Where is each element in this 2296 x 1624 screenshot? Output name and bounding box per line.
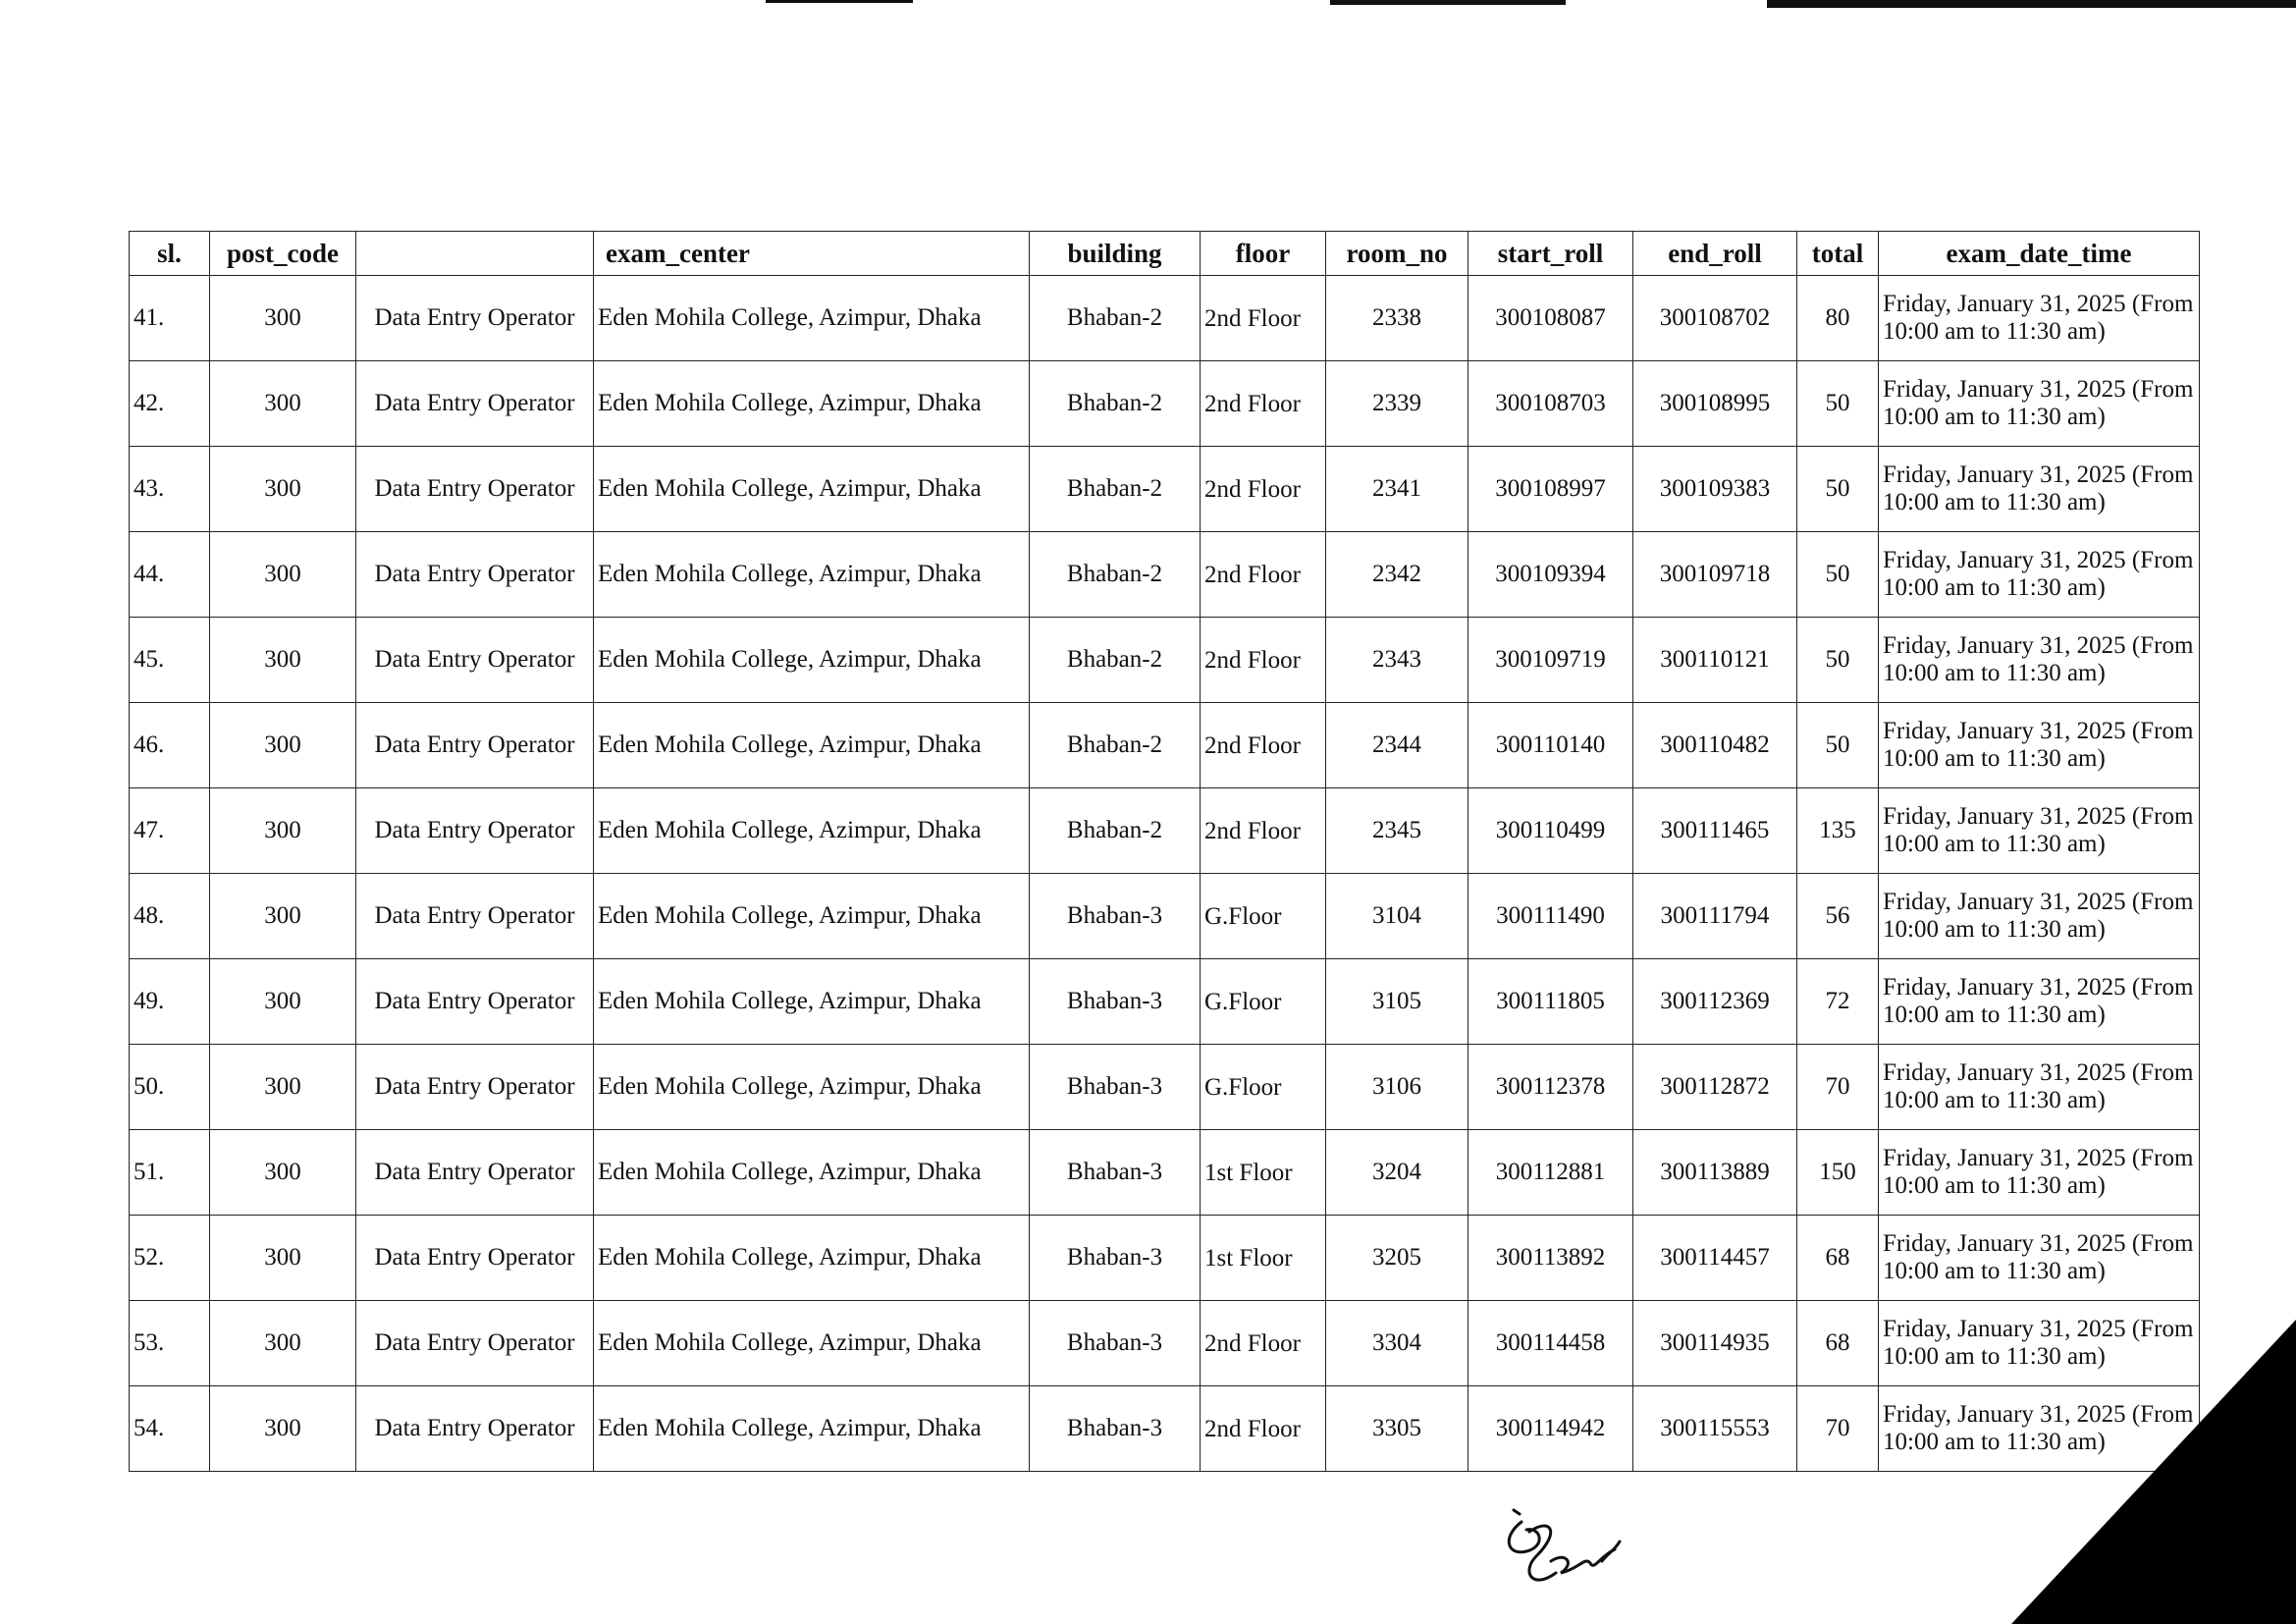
row-sl: 43. [130, 447, 210, 532]
row-total: 70 [1797, 1386, 1879, 1472]
row-sl: 53. [130, 1301, 210, 1386]
row-building: Bhaban-2 [1030, 703, 1201, 788]
row-room-no: 2343 [1326, 618, 1468, 703]
row-exam-date-time: Friday, January 31, 2025 (From 10:00 am to 11:30 am) [1879, 276, 2200, 361]
row-sl: 47. [130, 788, 210, 874]
row-post-code: 300 [210, 959, 356, 1045]
row-post-code: 300 [210, 1216, 356, 1301]
row-start-roll: 300111805 [1468, 959, 1633, 1045]
row-sl: 48. [130, 874, 210, 959]
header-sl: sl. [130, 232, 210, 276]
row-end-roll: 300112872 [1633, 1045, 1797, 1130]
table-row [130, 618, 2200, 703]
row-start-roll: 300114942 [1468, 1386, 1633, 1472]
table-row [130, 959, 2200, 1045]
header-exam-center: exam_center [594, 232, 1030, 276]
row-end-roll: 300109383 [1633, 447, 1797, 532]
row-building: Bhaban-3 [1030, 1130, 1201, 1216]
header-total: total [1797, 232, 1879, 276]
row-total: 50 [1797, 618, 1879, 703]
row-post-code: 300 [210, 788, 356, 874]
row-post-code: 300 [210, 1045, 356, 1130]
scan-artifact-top-center [1330, 0, 1566, 5]
scan-artifact-top-right [1767, 0, 2296, 8]
row-building: Bhaban-3 [1030, 1301, 1201, 1386]
row-exam-date-time: Friday, January 31, 2025 (From 10:00 am to 11:30 am) [1879, 532, 2200, 618]
row-exam-date-time: Friday, January 31, 2025 (From 10:00 am to 11:30 am) [1879, 874, 2200, 959]
row-floor: 1st Floor [1201, 1216, 1326, 1301]
row-building: Bhaban-3 [1030, 959, 1201, 1045]
row-exam-date-time: Friday, January 31, 2025 (From 10:00 am to 11:30 am) [1879, 618, 2200, 703]
row-total: 80 [1797, 276, 1879, 361]
row-total: 50 [1797, 532, 1879, 618]
row-exam-center: Eden Mohila College, Azimpur, Dhaka [594, 703, 1030, 788]
row-end-roll: 300111465 [1633, 788, 1797, 874]
row-exam-date-time: Friday, January 31, 2025 (From 10:00 am to 11:30 am) [1879, 703, 2200, 788]
page-corner-fold [2011, 1320, 2296, 1624]
table-row [130, 276, 2200, 361]
row-sl: 42. [130, 361, 210, 447]
row-room-no: 3106 [1326, 1045, 1468, 1130]
row-end-roll: 300112369 [1633, 959, 1797, 1045]
row-floor: 2nd Floor [1201, 276, 1326, 361]
row-exam-date-time: Friday, January 31, 2025 (From 10:00 am to 11:30 am) [1879, 1130, 2200, 1216]
header-post-code: post_code [210, 232, 356, 276]
row-room-no: 2345 [1326, 788, 1468, 874]
row-exam-center: Eden Mohila College, Azimpur, Dhaka [594, 1301, 1030, 1386]
row-post-name: Data Entry Operator [356, 447, 594, 532]
row-start-roll: 300112881 [1468, 1130, 1633, 1216]
row-start-roll: 300110140 [1468, 703, 1633, 788]
row-total: 50 [1797, 703, 1879, 788]
row-post-code: 300 [210, 1130, 356, 1216]
row-exam-center: Eden Mohila College, Azimpur, Dhaka [594, 1216, 1030, 1301]
row-post-code: 300 [210, 703, 356, 788]
row-floor: G.Floor [1201, 874, 1326, 959]
row-room-no: 3304 [1326, 1301, 1468, 1386]
row-start-roll: 300108087 [1468, 276, 1633, 361]
row-post-code: 300 [210, 1386, 356, 1472]
row-exam-center: Eden Mohila College, Azimpur, Dhaka [594, 276, 1030, 361]
signature [1492, 1502, 1629, 1596]
row-start-roll: 300111490 [1468, 874, 1633, 959]
row-end-roll: 300109718 [1633, 532, 1797, 618]
table-row [130, 1386, 2200, 1472]
row-end-roll: 300113889 [1633, 1130, 1797, 1216]
row-post-code: 300 [210, 874, 356, 959]
header-exam-date-time: exam_date_time [1879, 232, 2200, 276]
row-building: Bhaban-2 [1030, 618, 1201, 703]
row-sl: 46. [130, 703, 210, 788]
row-exam-center: Eden Mohila College, Azimpur, Dhaka [594, 959, 1030, 1045]
row-exam-center: Eden Mohila College, Azimpur, Dhaka [594, 1130, 1030, 1216]
row-start-roll: 300113892 [1468, 1216, 1633, 1301]
row-building: Bhaban-3 [1030, 1045, 1201, 1130]
row-start-roll: 300109394 [1468, 532, 1633, 618]
row-floor: 2nd Floor [1201, 788, 1326, 874]
row-sl: 44. [130, 532, 210, 618]
row-exam-center: Eden Mohila College, Azimpur, Dhaka [594, 788, 1030, 874]
row-sl: 49. [130, 959, 210, 1045]
row-floor: 2nd Floor [1201, 1386, 1326, 1472]
row-post-code: 300 [210, 361, 356, 447]
row-exam-center: Eden Mohila College, Azimpur, Dhaka [594, 361, 1030, 447]
row-sl: 45. [130, 618, 210, 703]
row-floor: 2nd Floor [1201, 447, 1326, 532]
row-building: Bhaban-2 [1030, 447, 1201, 532]
row-exam-date-time: Friday, January 31, 2025 (From 10:00 am to 11:30 am) [1879, 788, 2200, 874]
header-post-name [356, 232, 594, 276]
row-total: 72 [1797, 959, 1879, 1045]
row-post-name: Data Entry Operator [356, 1045, 594, 1130]
row-post-name: Data Entry Operator [356, 1386, 594, 1472]
row-total: 135 [1797, 788, 1879, 874]
row-post-name: Data Entry Operator [356, 1130, 594, 1216]
row-sl: 50. [130, 1045, 210, 1130]
row-sl: 41. [130, 276, 210, 361]
header-end-roll: end_roll [1633, 232, 1797, 276]
row-end-roll: 300108995 [1633, 361, 1797, 447]
row-room-no: 3104 [1326, 874, 1468, 959]
row-building: Bhaban-2 [1030, 276, 1201, 361]
row-total: 68 [1797, 1216, 1879, 1301]
row-start-roll: 300108997 [1468, 447, 1633, 532]
table-row [130, 703, 2200, 788]
row-post-code: 300 [210, 1301, 356, 1386]
header-floor: floor [1201, 232, 1326, 276]
table-row [130, 1301, 2200, 1386]
header-building: building [1030, 232, 1201, 276]
row-sl: 51. [130, 1130, 210, 1216]
row-building: Bhaban-2 [1030, 788, 1201, 874]
row-end-roll: 300115553 [1633, 1386, 1797, 1472]
row-exam-center: Eden Mohila College, Azimpur, Dhaka [594, 1386, 1030, 1472]
table-row [130, 1216, 2200, 1301]
row-post-name: Data Entry Operator [356, 532, 594, 618]
row-room-no: 2339 [1326, 361, 1468, 447]
row-end-roll: 300110482 [1633, 703, 1797, 788]
row-exam-date-time: Friday, January 31, 2025 (From 10:00 am to 11:30 am) [1879, 1386, 2200, 1472]
row-start-roll: 300112378 [1468, 1045, 1633, 1130]
row-floor: 2nd Floor [1201, 532, 1326, 618]
row-end-roll: 300108702 [1633, 276, 1797, 361]
row-building: Bhaban-2 [1030, 361, 1201, 447]
row-end-roll: 300110121 [1633, 618, 1797, 703]
row-total: 50 [1797, 361, 1879, 447]
row-total: 68 [1797, 1301, 1879, 1386]
row-post-name: Data Entry Operator [356, 276, 594, 361]
row-end-roll: 300114935 [1633, 1301, 1797, 1386]
table-row [130, 361, 2200, 447]
row-exam-date-time: Friday, January 31, 2025 (From 10:00 am to 11:30 am) [1879, 1216, 2200, 1301]
table-row [130, 532, 2200, 618]
row-exam-center: Eden Mohila College, Azimpur, Dhaka [594, 874, 1030, 959]
row-post-code: 300 [210, 618, 356, 703]
header-start-roll: start_roll [1468, 232, 1633, 276]
row-exam-date-time: Friday, January 31, 2025 (From 10:00 am to 11:30 am) [1879, 959, 2200, 1045]
row-post-code: 300 [210, 276, 356, 361]
row-building: Bhaban-3 [1030, 874, 1201, 959]
row-floor: G.Floor [1201, 1045, 1326, 1130]
row-floor: 2nd Floor [1201, 1301, 1326, 1386]
row-post-name: Data Entry Operator [356, 788, 594, 874]
row-room-no: 3105 [1326, 959, 1468, 1045]
row-exam-date-time: Friday, January 31, 2025 (From 10:00 am to 11:30 am) [1879, 1045, 2200, 1130]
row-exam-date-time: Friday, January 31, 2025 (From 10:00 am to 11:30 am) [1879, 447, 2200, 532]
row-start-roll: 300110499 [1468, 788, 1633, 874]
row-exam-date-time: Friday, January 31, 2025 (From 10:00 am to 11:30 am) [1879, 1301, 2200, 1386]
row-post-name: Data Entry Operator [356, 959, 594, 1045]
row-exam-date-time: Friday, January 31, 2025 (From 10:00 am to 11:30 am) [1879, 361, 2200, 447]
row-floor: 2nd Floor [1201, 361, 1326, 447]
row-post-name: Data Entry Operator [356, 703, 594, 788]
table-row [130, 788, 2200, 874]
row-room-no: 2341 [1326, 447, 1468, 532]
row-exam-center: Eden Mohila College, Azimpur, Dhaka [594, 1045, 1030, 1130]
row-floor: 2nd Floor [1201, 703, 1326, 788]
row-room-no: 2344 [1326, 703, 1468, 788]
row-post-name: Data Entry Operator [356, 361, 594, 447]
row-floor: 1st Floor [1201, 1130, 1326, 1216]
row-building: Bhaban-3 [1030, 1216, 1201, 1301]
row-start-roll: 300109719 [1468, 618, 1633, 703]
table-row [130, 447, 2200, 532]
row-sl: 54. [130, 1386, 210, 1472]
row-building: Bhaban-2 [1030, 532, 1201, 618]
row-exam-center: Eden Mohila College, Azimpur, Dhaka [594, 532, 1030, 618]
table-row [130, 874, 2200, 959]
row-start-roll: 300108703 [1468, 361, 1633, 447]
row-floor: 2nd Floor [1201, 618, 1326, 703]
row-post-name: Data Entry Operator [356, 1216, 594, 1301]
row-room-no: 2342 [1326, 532, 1468, 618]
row-post-name: Data Entry Operator [356, 618, 594, 703]
row-exam-center: Eden Mohila College, Azimpur, Dhaka [594, 447, 1030, 532]
header-row [130, 232, 2200, 276]
row-floor: G.Floor [1201, 959, 1326, 1045]
row-sl: 52. [130, 1216, 210, 1301]
row-room-no: 3305 [1326, 1386, 1468, 1472]
row-end-roll: 300114457 [1633, 1216, 1797, 1301]
row-total: 150 [1797, 1130, 1879, 1216]
row-room-no: 3205 [1326, 1216, 1468, 1301]
row-total: 50 [1797, 447, 1879, 532]
row-end-roll: 300111794 [1633, 874, 1797, 959]
table-row [130, 1045, 2200, 1130]
scan-artifact-top-left [766, 0, 913, 3]
row-total: 70 [1797, 1045, 1879, 1130]
table-row [130, 1130, 2200, 1216]
row-total: 56 [1797, 874, 1879, 959]
row-room-no: 2338 [1326, 276, 1468, 361]
header-room-no: room_no [1326, 232, 1468, 276]
row-post-name: Data Entry Operator [356, 1301, 594, 1386]
row-room-no: 3204 [1326, 1130, 1468, 1216]
row-post-name: Data Entry Operator [356, 874, 594, 959]
row-post-code: 300 [210, 532, 356, 618]
exam-seat-plan-table [129, 231, 2200, 1472]
row-building: Bhaban-3 [1030, 1386, 1201, 1472]
row-exam-center: Eden Mohila College, Azimpur, Dhaka [594, 618, 1030, 703]
row-post-code: 300 [210, 447, 356, 532]
row-start-roll: 300114458 [1468, 1301, 1633, 1386]
